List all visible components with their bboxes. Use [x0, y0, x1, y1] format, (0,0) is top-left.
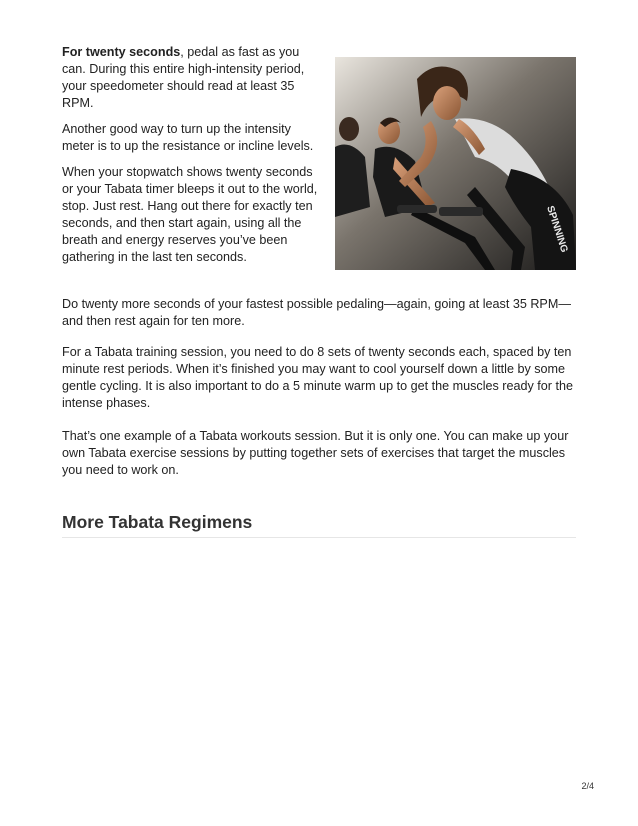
floated-text-column: [62, 44, 320, 266]
spinning-class-photo: [335, 57, 576, 270]
paragraph-text: , pedal as fast as you can. During this entire high-intensity period, your speedometer should read at least 35 RPM.: [62, 45, 305, 110]
bold-lead-text: For twenty seconds: [62, 45, 181, 59]
paragraph-twenty-seconds: [62, 44, 320, 112]
paragraph-intensity: Another good way to turn up the intensity meter is to up the resistance or incline levels.: [62, 122, 314, 153]
paragraph-twenty-more: Do twenty more seconds of your fastest possible pedaling—again, going at least 35 RPM—and then rest again for ten more.: [62, 297, 571, 328]
paragraph-example: That’s one example of a Tabata workouts session. But it is only one. You can make up your own Tabata exercise sessions by putting together sets of exercises that target the muscles you need to work on.: [62, 429, 569, 477]
bike-brand-text: SPINNING: [544, 204, 570, 254]
paragraph-stopwatch: When your stopwatch shows twenty seconds or your Tabata timer bleeps it out to the world, stop. Just rest. Hang out there for exactly ten seconds, and then start again, using all the breath and energy reserves you’ve been gathering in the last ten seconds.: [62, 165, 318, 264]
section-heading: More Tabata Regimens: [62, 511, 576, 538]
paragraph-tabata-session: For a Tabata training session, you need to do 8 sets of twenty seconds each, spaced by ten minute rest periods. When it’s finished you may want to cool yourself down a little by some gentle cycling. It is also important to do a 5 minute warm up to get the muscles ready for the intense phases.: [62, 345, 573, 410]
page-number: 2/4: [581, 781, 594, 791]
